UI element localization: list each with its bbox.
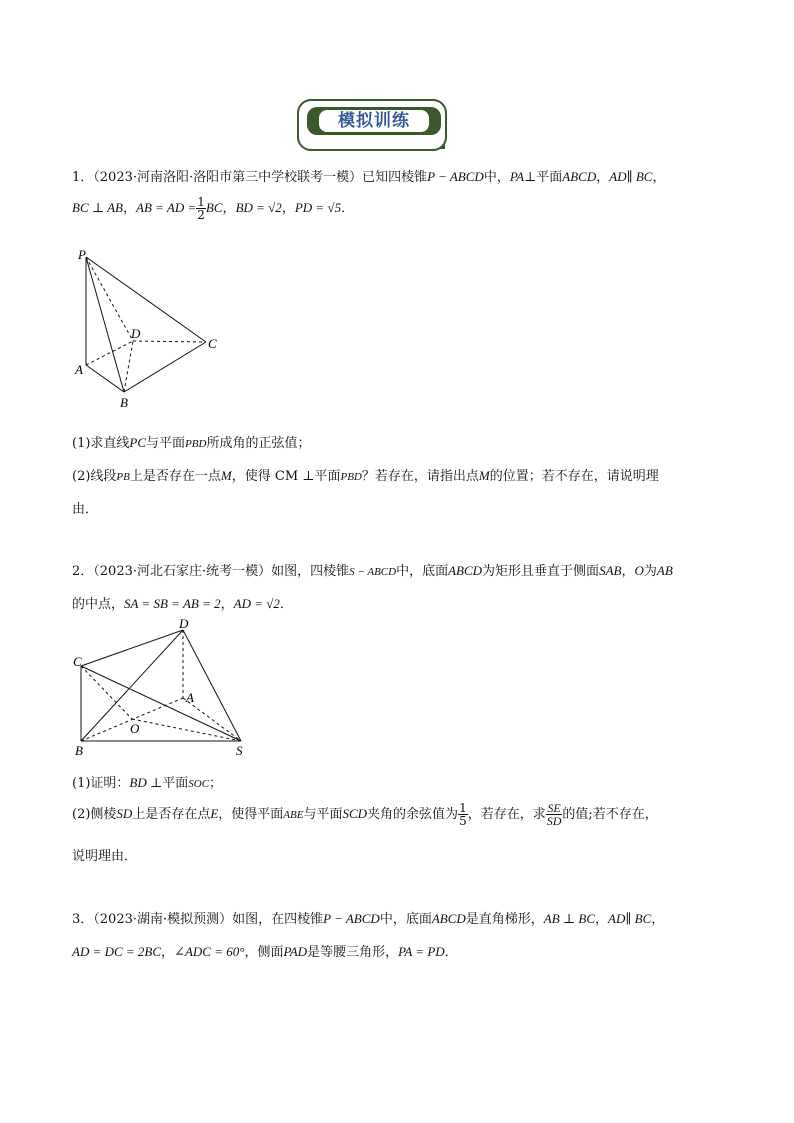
edge-cd xyxy=(81,630,183,666)
edge-bd xyxy=(124,341,133,392)
q1-part-1: (1)求直线PC与平面PBD所成角的正弦值； xyxy=(72,435,311,451)
section-title: 模拟训练 xyxy=(338,111,410,131)
q1-pyramid-figure xyxy=(70,244,230,414)
q2-line-2: 的中点，SA = SB = AB = 2，AD = √2． xyxy=(72,596,293,612)
edge-ds xyxy=(183,630,241,741)
badge-frame xyxy=(297,99,447,151)
fraction: $\frac{SE}{SD}$ xyxy=(546,801,562,828)
q1-part-2: (2)线段PB上是否存在一点M，使得 CM ⊥平面PBD？若存在，请指出点M的位置；若不存在，请说明理 xyxy=(72,468,659,484)
q3-line-1: 3．（2023·湖南·模拟预测）如图，在四棱锥P − ABCD中，底面ABCD是直角梯形，AB ⊥ BC，AD∥ BC， xyxy=(72,911,665,927)
edge-pc xyxy=(86,257,206,342)
edge-dc xyxy=(133,341,206,342)
label-o: O xyxy=(130,721,140,736)
edge-pd xyxy=(86,257,133,341)
q1-line-2: BC ⊥ AB，AB = AD = $\frac{1}{2}$ BC，BD = √2，PD = √5． xyxy=(72,195,355,222)
edge-ad xyxy=(86,341,133,365)
q3-line-2: AD = DC = 2BC，∠ADC = 60°，侧面PAD是等腰三角形，PA = PD． xyxy=(72,944,458,960)
label-s: S xyxy=(236,743,243,758)
fraction: $\frac{1}{5}$ xyxy=(459,801,467,828)
fraction: $\frac{1}{2}$ xyxy=(197,195,205,222)
label-a: A xyxy=(75,362,83,377)
edge-bc xyxy=(124,342,206,392)
edge-pb xyxy=(86,257,124,392)
label-a: A xyxy=(186,690,194,705)
label-c: C xyxy=(73,654,82,669)
q1-part-2-cont: 由． xyxy=(72,502,99,517)
edge-cs xyxy=(81,666,241,741)
edge-ab xyxy=(86,365,124,392)
label-c: C xyxy=(208,336,217,351)
edge-os xyxy=(132,719,241,741)
section-title-badge xyxy=(297,99,447,149)
q2-pyramid-figure xyxy=(70,618,260,758)
q1-line-1: 1．（2023·河南洛阳·洛阳市第三中学校联考一模）已知四棱锥P − ABCD中，PA⊥平面ABCD，AD∥ BC， xyxy=(72,169,666,185)
q2-part-2: (2)侧棱SD上是否存在点E，使得平面ABE与平面SCD夹角的余弦值为 $\frac{1}{5}$ ，若存在，求 $\frac{SE}{SD}$ 的值;若不存在， xyxy=(72,801,658,828)
q2-part-1: (1)证明：BD ⊥平面SOC； xyxy=(72,775,223,791)
edge-co xyxy=(81,666,132,719)
label-p: P xyxy=(78,247,86,262)
label-b: B xyxy=(120,395,128,410)
q2-part-2-cont: 说明理由． xyxy=(72,849,138,864)
label-d: D xyxy=(131,326,141,341)
q2-line-1: 2．（2023·河北石家庄·统考一模）如图，四棱锥S − ABCD中，底面ABCD为矩形且垂直于侧面SAB，O为AB xyxy=(72,563,673,579)
label-d: D xyxy=(179,618,189,631)
label-b: B xyxy=(75,743,83,758)
